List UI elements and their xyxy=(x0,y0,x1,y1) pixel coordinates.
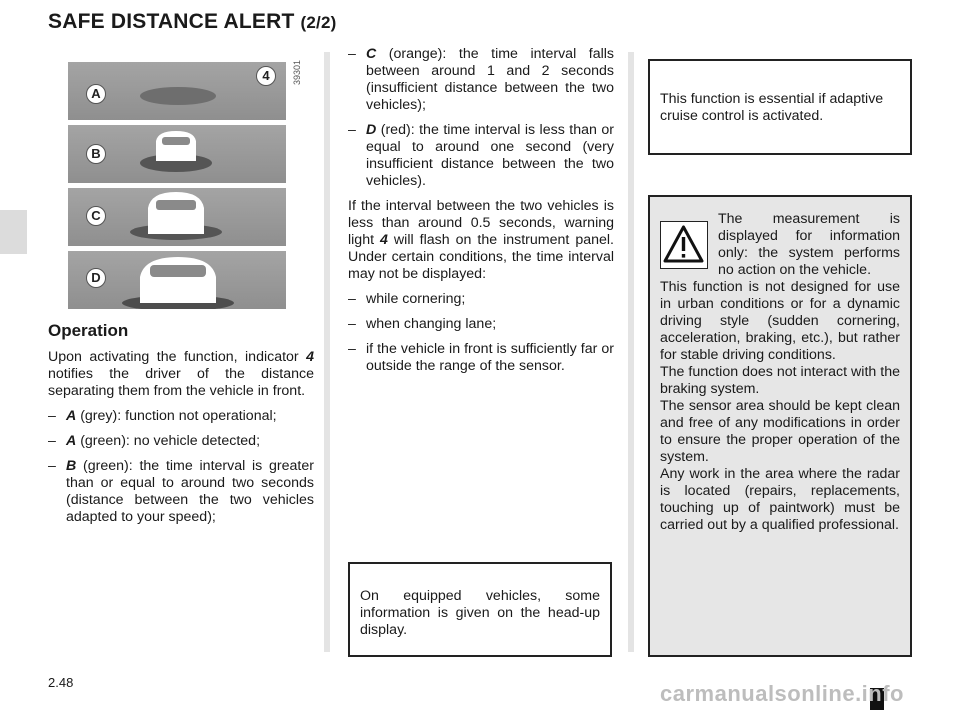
page-title xyxy=(48,10,337,34)
warning-icon-frame xyxy=(660,221,708,269)
intro-paragraph: Upon activating the function, indicator 4 notifies the driver of the distance separating them from the vehicle in front. xyxy=(48,349,314,399)
list-item: – D (red): the time interval is less than or equal to around one second (very insufficient distance between the two vehicles). xyxy=(348,122,614,189)
figure-code: 39301 xyxy=(292,60,302,86)
title-text: SAFE DISTANCE ALERT xyxy=(48,10,295,33)
warning-paragraph: Any work in the area where the radar is located (repairs, replacements, touching up of paintwork) must be carried out by a qualified professional. xyxy=(660,466,900,533)
interval-paragraph: If the interval between the two vehicles is less than around 0.5 seconds, warning light 4 will flash on the instrument panel. Under certain conditions, the time interval may not be displayed: xyxy=(348,198,614,282)
warning-paragraph: The function does not interact with the braking system. xyxy=(660,364,900,397)
label-c: C xyxy=(86,206,106,226)
warning-paragraph: The sensor area should be kept clean and free of any modifications in order to ensure the proper operation of the system. xyxy=(660,398,900,465)
section-tab xyxy=(0,210,27,254)
warning-lead: The measurement is displayed for information only: the system performs no action on the vehicle. xyxy=(718,211,900,278)
list-item: – A (grey): function not operational; xyxy=(48,408,277,424)
column-divider xyxy=(628,52,634,652)
note-text: This function is essential if adaptive cruise control is activated. xyxy=(660,91,884,124)
distance-indicator-figure xyxy=(68,62,286,314)
list-item: – B (green): the time interval is greater than or equal to around two seconds (distance between the two vehicles adapted to your speed); xyxy=(48,458,314,525)
warning-paragraph: This function is not designed for use in urban conditions or for a dynamic driving style (sudden cornering, acceleration, braking, etc.), but rather for stable driving conditions. xyxy=(660,279,900,363)
label-d: D xyxy=(86,268,106,288)
note-box xyxy=(648,59,912,155)
label-a: A xyxy=(86,84,106,104)
left-column xyxy=(48,322,314,534)
column-divider xyxy=(324,52,330,652)
warning-box xyxy=(648,195,912,657)
title-part: (2/2) xyxy=(300,13,337,32)
list-item: – A (green): no vehicle detected; xyxy=(48,433,261,449)
label-b: B xyxy=(86,144,106,164)
watermark: carmanualsonline.info xyxy=(660,681,904,706)
warning-triangle-icon xyxy=(661,222,706,267)
condition-item: – when changing lane; xyxy=(348,316,497,332)
condition-item: – while cornering; xyxy=(348,291,466,307)
list-item: – C (orange): the time interval falls between around 1 and 2 seconds (insufficient distance between the two vehicles); xyxy=(348,46,614,113)
head-up-note-text: On equipped vehicles, some information is given on the head-up display. xyxy=(360,588,600,638)
condition-item: – if the vehicle in front is sufficiently far or outside the range of the sensor. xyxy=(348,341,614,374)
indicator-label: 4 xyxy=(256,66,276,86)
middle-column xyxy=(348,46,614,383)
page-number: 2.48 xyxy=(48,675,74,690)
section-heading: Operation xyxy=(48,321,129,340)
head-up-note-box xyxy=(348,562,612,657)
